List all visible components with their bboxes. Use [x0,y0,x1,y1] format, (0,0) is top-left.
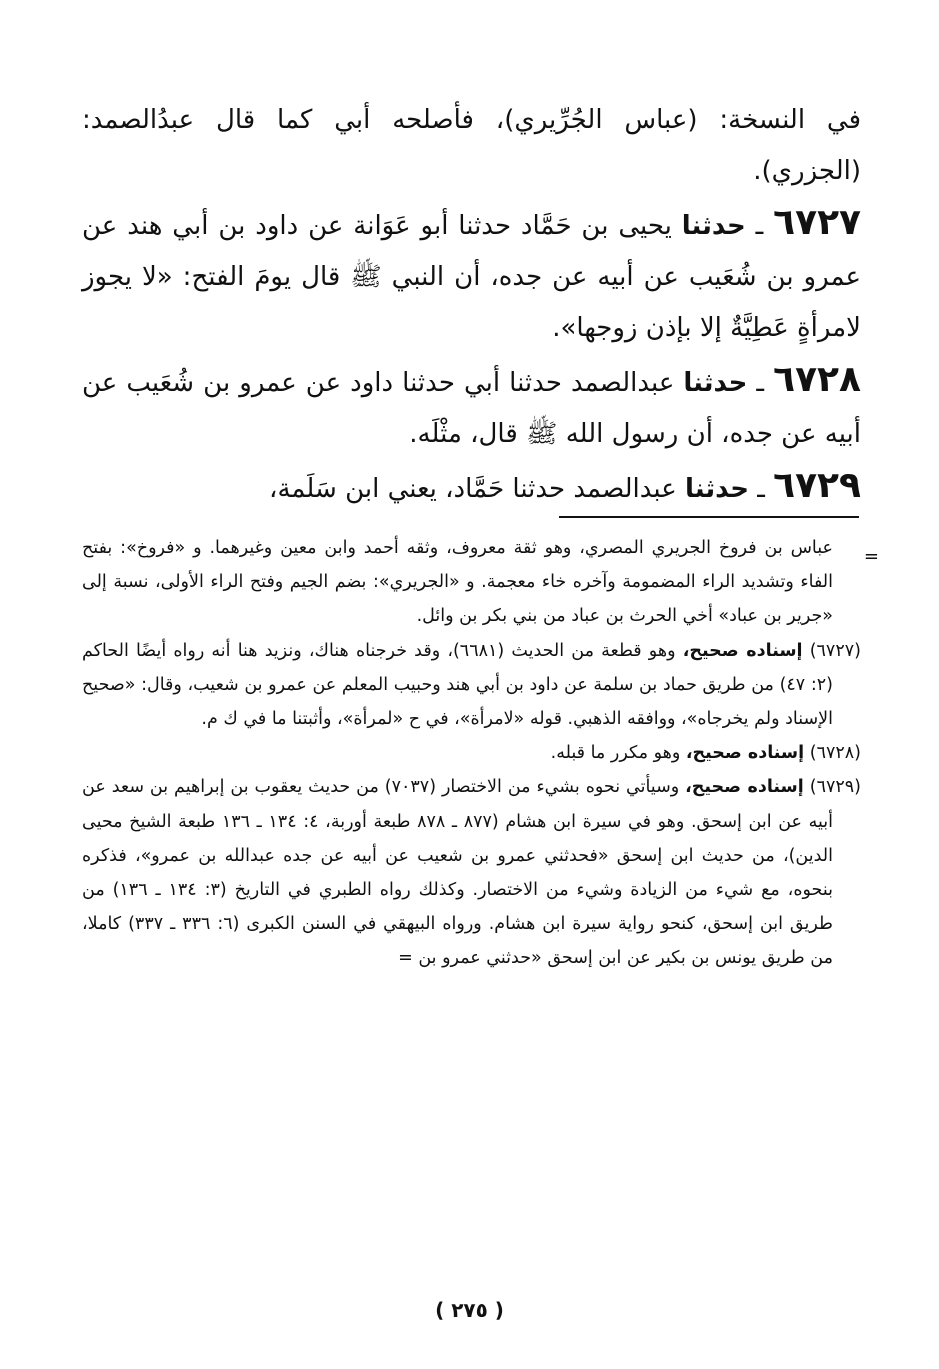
footnote-6728 [82,736,861,770]
hadith-dash: ـ [756,368,765,398]
footnote-continued: عباس بن فروخ الجريري المصري، وهو ثقة معروف، وثقه أحمد وابن معين وغيرهما. و «فروخ»: بفتح الفاء وتشديد الراء المضمومة وآخره خاء معجمة. و «الجريري»: بضم الجيم وفتح الراء الأولى، نسبة إلى «جرير بن عباد» أخي الحرث بن عباد من بني بكر بن وائل. [82,538,833,627]
hadith-text: عبدالصمد حدثنا أبي حدثنا داود عن عمرو بن شُعَيب عن أبيه عن جده، أن رسول الله ﷺ قال، مثْلَه. [82,368,861,449]
hadith-lead: حدثنا [685,474,749,504]
hadith-6729 [82,460,861,515]
hadith-lead: حدثنا [683,368,748,398]
hadith-dash: ـ [757,474,765,504]
hadith-dash: ـ [755,211,764,241]
hadith-text: يحيى بن حَمَّاد حدثنا أبو عَوَانة عن داود بن أبي هند عن عمرو بن شُعَيب عن أبيه عن جده، أن النبي ﷺ قال يومَ الفتح: «لا يجوز لامرأةٍ عَطِيَّةٌ إلا بإذن زوجها». [82,211,861,343]
footnote-text: وسيأتي نحوه بشيء من الاختصار (٧٠٣٧) من حديث يعقوب بن إبراهيم بن سعد عن أبيه عن ابن إسحق. وهو في سيرة ابن هشام (٨٧٧ ـ ٨٧٨ طبعة أوربة، ٤: ١٣٤ ـ ١٣٦ طبعة الشيخ محيى الدين)، من حديث ابن إسحق «فحدثني عمرو بن شعيب عن أبيه عن جده عبدالله بن عمرو»، فذكره بنحوه، مع شيء من الزيادة وشيء من الاختصار. وكذلك رواه الطبري في التاريخ (٣: ١٣٤ ـ ١٣٦) من طريق ابن إسحق، كنحو رواية سيرة ابن هشام. ورواه البيهقي في السنن الكبرى (٦: ٣٣٦ ـ ٣٣٧) كاملا، من طريق يونس بن بكير عن ابن إسحق «حدثني عمرو بن [82,777,833,969]
page-number: ( ٢٧٥ ) [435,1298,504,1322]
footnote-6727 [82,634,861,737]
footnote-text: وهو قطعة من الحديث (٦٦٨١)، وقد خرجناه هناك، ونزيد هنا أنه رواه أيضًا الحاكم (٢: ٤٧) من طريق حماد بن سلمة عن داود بن أبي هند وحبيب المعلم عن عمرو بن شعيب، وقال: «صحيح الإسناد ولم يخرجاه»، ووافقه الذهبي. قوله «لامرأة»، في ح «لمرأة»، وأثبتنا ما في ك م. [82,640,833,730]
footnotes [82,531,861,976]
hadith-6727 [82,197,861,354]
footnote-verdict: إسناده صحيح، [685,777,804,798]
footnote-text: وهو مكرر ما قبله. [550,743,681,764]
hadith-number: ٦٧٢٨ [773,359,861,400]
continuation-mark-top: = [863,546,879,567]
main-text [82,95,861,515]
hadith-lead: حدثنا [681,211,746,241]
footnote-label: (٦٧٢٨) [809,743,861,764]
intro-paragraph: في النسخة: (عباس الجُرِّيري)، فأصلحه أبي كما قال عبدُالصمد: (الجزري). [82,105,861,186]
hadith-number: ٦٧٢٩ [773,465,861,506]
footnote-verdict: إسناده صحيح، [682,640,803,661]
footnote-6729 [82,770,861,975]
footnote-separator [559,516,859,518]
hadith-6728 [82,354,861,460]
footnote-label: (٦٧٢٩) [809,777,861,798]
continuation-mark-bottom: = [398,948,413,969]
hadith-text: عبدالصمد حدثنا حَمَّاد، يعني ابن سَلَمة، [269,474,677,504]
hadith-number: ٦٧٢٧ [773,202,862,243]
footnote-label: (٦٧٢٧) [809,640,861,661]
footnote-verdict: إسناده صحيح، [685,743,805,764]
